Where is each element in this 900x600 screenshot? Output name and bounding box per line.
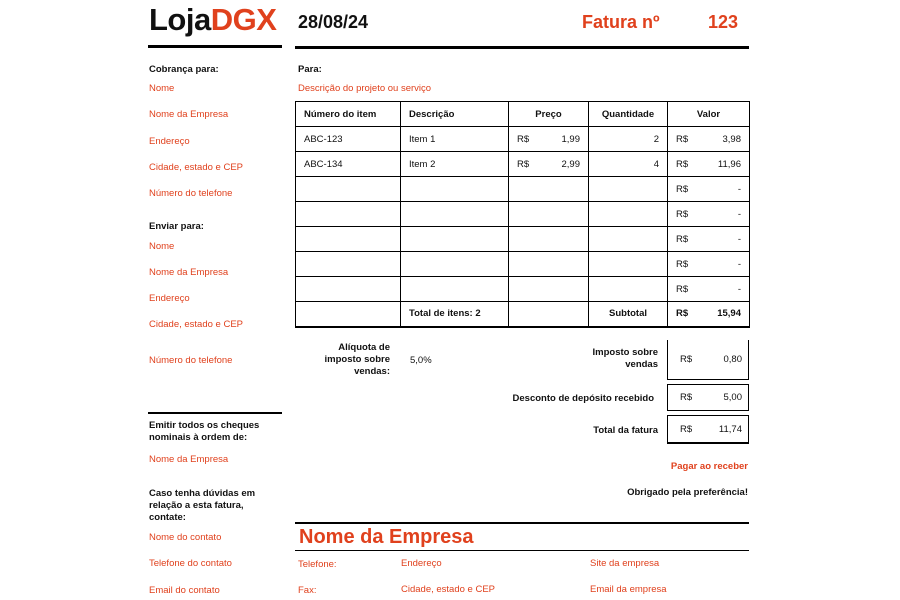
deposit-label: Desconto de depósito recebido [512,393,654,404]
value-amount: 3,98 [722,133,741,145]
quantity-cell: 2 [589,127,668,152]
currency-symbol: R$ [517,133,530,145]
footer-phone-label: Telefone: [298,559,337,570]
project-description: Descrição do projeto ou serviço [298,83,432,94]
item-number-cell [296,202,401,227]
total-items-cell: Total de itens: 2 [401,302,509,327]
footer-email: Email da empresa [590,584,667,595]
checks-divider [148,412,282,414]
table-row [296,277,750,302]
footer-top-divider [295,522,749,524]
quantity-cell [589,202,668,227]
deposit-box [667,384,749,411]
value-amount: - [737,208,741,220]
description-cell [401,227,509,252]
logo-part1: Loja [149,2,211,37]
subtotal-cell [668,302,750,327]
currency-symbol: R$ [676,183,689,195]
shipping-phone: Número do telefone [149,355,233,366]
table-row [296,177,750,202]
shipping-address: Endereço [149,293,190,304]
description-cell [401,177,509,202]
footer-city: Cidade, estado e CEP [401,584,496,595]
contact-name: Nome do contato [149,532,222,543]
price-cell [509,277,589,302]
item-number-cell [296,252,401,277]
col-header-item-number: Número do item [296,102,401,127]
value-cell [668,227,750,252]
price-cell [509,227,589,252]
currency-symbol: R$ [680,392,693,403]
invoice-total-label: Total da fatura [593,425,658,436]
header-divider [295,46,749,49]
tax-rate-value: 5,0% [410,355,432,366]
price-cell [509,177,589,202]
invoice-number: 123 [708,12,739,32]
currency-symbol: R$ [676,158,689,170]
invoice-label: Fatura nº [582,12,660,32]
contact-email: Email do contato [149,585,220,596]
value-amount: - [737,183,741,195]
value-cell [668,177,750,202]
invoice-total-value: 11,74 [718,423,742,435]
footer-fax-label: Fax: [298,585,317,596]
value-cell [668,152,750,177]
sales-tax-box [667,340,749,380]
shipping-name: Nome [149,241,175,252]
currency-symbol: R$ [676,133,689,145]
shipping-city: Cidade, estado e CEP [149,319,244,330]
tax-rate-label: Alíquota de imposto sobre vendas: [324,342,390,377]
logo-underline [148,45,282,48]
table-total-row [296,302,750,327]
item-number-cell: ABC-134 [296,152,401,177]
value-cell [668,252,750,277]
value-amount: - [737,283,741,295]
price-cell [509,127,589,152]
col-header-value: Valor [668,102,750,127]
value-cell [668,202,750,227]
price-value: 1,99 [561,133,580,145]
project-heading: Para: [298,64,322,75]
billing-address: Endereço [149,136,190,147]
price-value: 2,99 [561,158,580,170]
currency-symbol: R$ [680,354,693,365]
description-cell: Item 2 [401,152,509,177]
col-header-price: Preço [509,102,589,127]
col-header-quantity: Quantidade [589,102,668,127]
items-table [295,101,750,328]
currency-symbol: R$ [680,423,693,435]
quantity-cell [589,177,668,202]
billing-phone: Número do telefone [149,188,233,199]
description-cell [401,277,509,302]
quantity-cell [589,252,668,277]
table-header-row [296,102,750,127]
sales-tax-label: Imposto sobre vendas [592,347,658,370]
checks-heading: Emitir todos os cheques nominais à ordem de: [149,420,260,443]
quantity-cell [589,227,668,252]
description-cell [401,202,509,227]
sales-tax-value: 0,80 [723,354,742,365]
checks-company: Nome da Empresa [149,454,229,465]
table-row [296,152,750,177]
shipping-company: Nome da Empresa [149,267,229,278]
value-amount: - [737,258,741,270]
subtotal-label: Subtotal [589,302,668,327]
footer-company-name: Nome da Empresa [299,526,474,548]
currency-symbol: R$ [676,283,689,295]
item-number-cell [296,177,401,202]
store-logo [149,2,276,38]
footer-address: Endereço [401,558,442,569]
item-number-cell: ABC-123 [296,127,401,152]
currency-symbol: R$ [676,308,689,320]
table-row [296,252,750,277]
table-row [296,127,750,152]
value-cell [668,127,750,152]
table-row [296,202,750,227]
total-spacer-cell [296,302,401,327]
invoice-date: 28/08/24 [298,12,369,32]
item-number-cell [296,277,401,302]
quantity-cell [589,277,668,302]
value-amount: 11,96 [717,158,741,170]
billing-city: Cidade, estado e CEP [149,162,244,173]
description-cell [401,252,509,277]
item-number-cell [296,227,401,252]
footer-website: Site da empresa [590,558,660,569]
table-row [296,227,750,252]
pay-on-receipt: Pagar ao receber [670,461,748,472]
shipping-heading: Enviar para: [149,221,204,232]
subtotal-value: 15,94 [717,308,741,320]
billing-heading: Cobrança para: [149,64,219,75]
thank-you-message: Obrigado pela preferência! [627,487,748,498]
price-cell [509,252,589,277]
value-cell [668,277,750,302]
currency-symbol: R$ [676,208,689,220]
invoice-total-box [667,415,749,444]
currency-symbol: R$ [517,158,530,170]
currency-symbol: R$ [676,258,689,270]
contact-phone: Telefone do contato [149,558,232,569]
billing-company: Nome da Empresa [149,109,229,120]
col-header-description: Descrição [401,102,509,127]
value-amount: - [737,233,741,245]
price-cell [509,152,589,177]
contact-heading: Caso tenha dúvidas em relação a esta fatura, contate: [149,488,256,523]
billing-name: Nome [149,83,175,94]
description-cell: Item 1 [401,127,509,152]
currency-symbol: R$ [676,233,689,245]
logo-part2: DGX [210,2,277,37]
total-spacer-cell [509,302,589,327]
footer-divider [295,550,749,551]
price-cell [509,202,589,227]
quantity-cell: 4 [589,152,668,177]
deposit-value: 5,00 [723,392,742,403]
